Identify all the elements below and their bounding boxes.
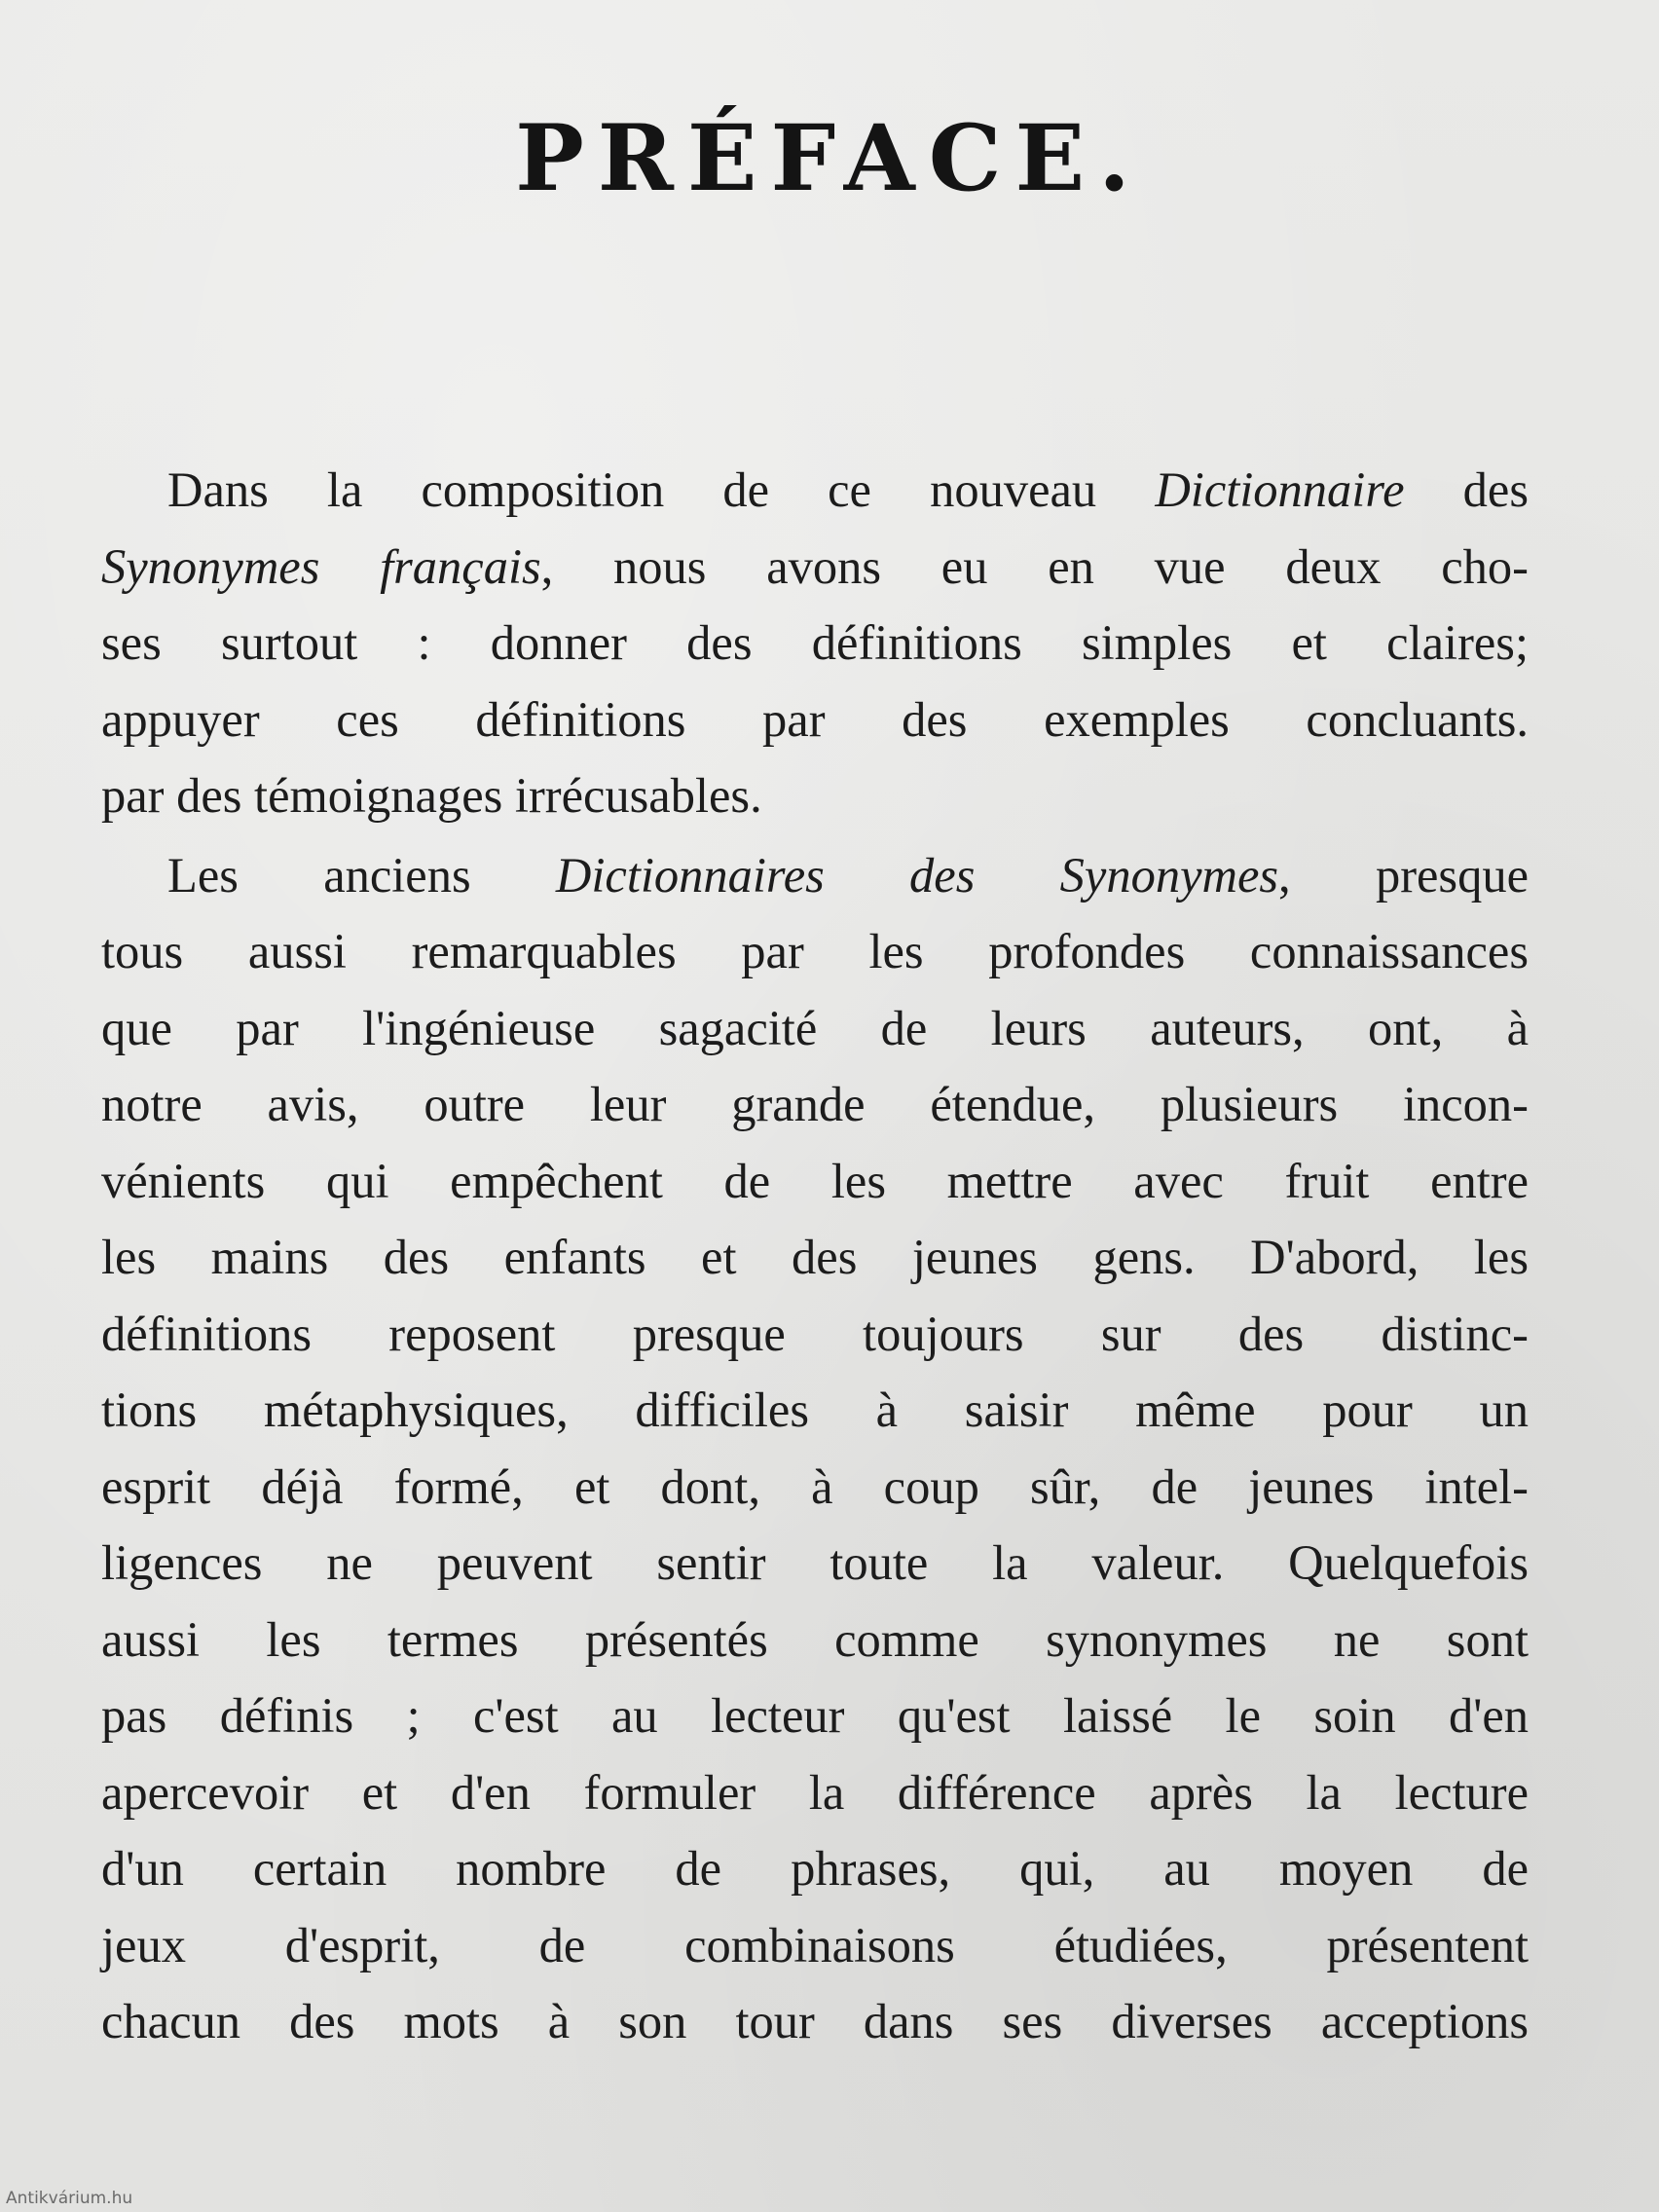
preface-body <box>101 452 1529 2060</box>
text-line <box>101 1983 1529 2060</box>
text-segment: pas définis ; c'est au lecteur qu'est laissé le soin d'en <box>101 1688 1529 1743</box>
text-line <box>101 837 1529 914</box>
text-line <box>101 913 1529 990</box>
text-line <box>101 452 1529 529</box>
text-segment: apercevoir et d'en formuler la différence après la lecture <box>101 1764 1529 1820</box>
text-line <box>101 757 1529 834</box>
watermark-text: Antikvárium.hu <box>6 2189 133 2208</box>
text-line <box>101 682 1529 758</box>
text-line <box>101 990 1529 1067</box>
text-line <box>101 1219 1529 1296</box>
text-segment: les mains des enfants et des jeunes gens. D'abord, les <box>101 1230 1529 1284</box>
italic-title: Dictionnaires des Synonymes <box>555 847 1279 903</box>
text-segment: aussi les termes présentés comme synonymes ne sont <box>101 1611 1529 1667</box>
text-line <box>101 1525 1529 1602</box>
text-segment: par des témoignages irrécusables. <box>101 768 762 823</box>
text-segment: Les anciens <box>167 847 556 903</box>
text-segment: tions métaphysiques, difficiles à saisir même pour un <box>101 1382 1529 1437</box>
text-segment: d'un certain nombre de phrases, qui, au moyen de <box>101 1841 1529 1896</box>
text-line <box>101 1907 1529 1984</box>
text-segment: , presque <box>1278 847 1529 903</box>
text-segment: ses surtout : donner des définitions simples et claires; <box>101 615 1529 670</box>
text-line <box>101 1754 1529 1831</box>
text-segment: que par l'ingénieuse sagacité de leurs auteurs, ont, à <box>101 1000 1529 1055</box>
text-segment: , nous avons eu en vue deux cho- <box>540 538 1530 594</box>
italic-title: Synonymes français <box>101 538 541 594</box>
text-line <box>101 1066 1529 1143</box>
text-segment: jeux d'esprit, de combinaisons étudiées, présentent <box>101 1917 1529 1972</box>
text-segment: esprit déjà formé, et dont, à coup sûr, de jeunes intel- <box>101 1458 1529 1514</box>
paragraph-2 <box>101 837 1529 2060</box>
text-line <box>101 1602 1529 1678</box>
text-segment: chacun des mots à son tour dans ses diverses acceptions <box>101 1994 1529 2048</box>
text-line <box>101 1143 1529 1220</box>
text-segment: ligences ne peuvent sentir toute la valeur. Quelquefois <box>101 1535 1529 1590</box>
text-line <box>101 1449 1529 1526</box>
text-line <box>101 605 1529 682</box>
page-title: PRÉFACE. <box>515 105 1144 212</box>
text-line <box>101 1296 1529 1373</box>
text-segment: définitions reposent presque toujours sur des distinc- <box>101 1306 1529 1361</box>
text-segment: notre avis, outre leur grande étendue, plusieurs incon- <box>101 1077 1529 1131</box>
paragraph-1 <box>101 452 1529 834</box>
text-line <box>101 529 1529 606</box>
text-segment: appuyer ces définitions par des exemples concluants. <box>101 691 1529 747</box>
text-segment: des <box>1404 462 1529 517</box>
text-line <box>101 1372 1529 1449</box>
text-segment: Dans la composition de ce nouveau <box>167 462 1156 517</box>
italic-title: Dictionnaire <box>1155 462 1405 517</box>
text-line <box>101 1677 1529 1754</box>
text-segment: vénients qui empêchent de les mettre avec fruit entre <box>101 1153 1529 1208</box>
text-line <box>101 1830 1529 1907</box>
text-segment: tous aussi remarquables par les profondes connaissances <box>101 924 1529 978</box>
